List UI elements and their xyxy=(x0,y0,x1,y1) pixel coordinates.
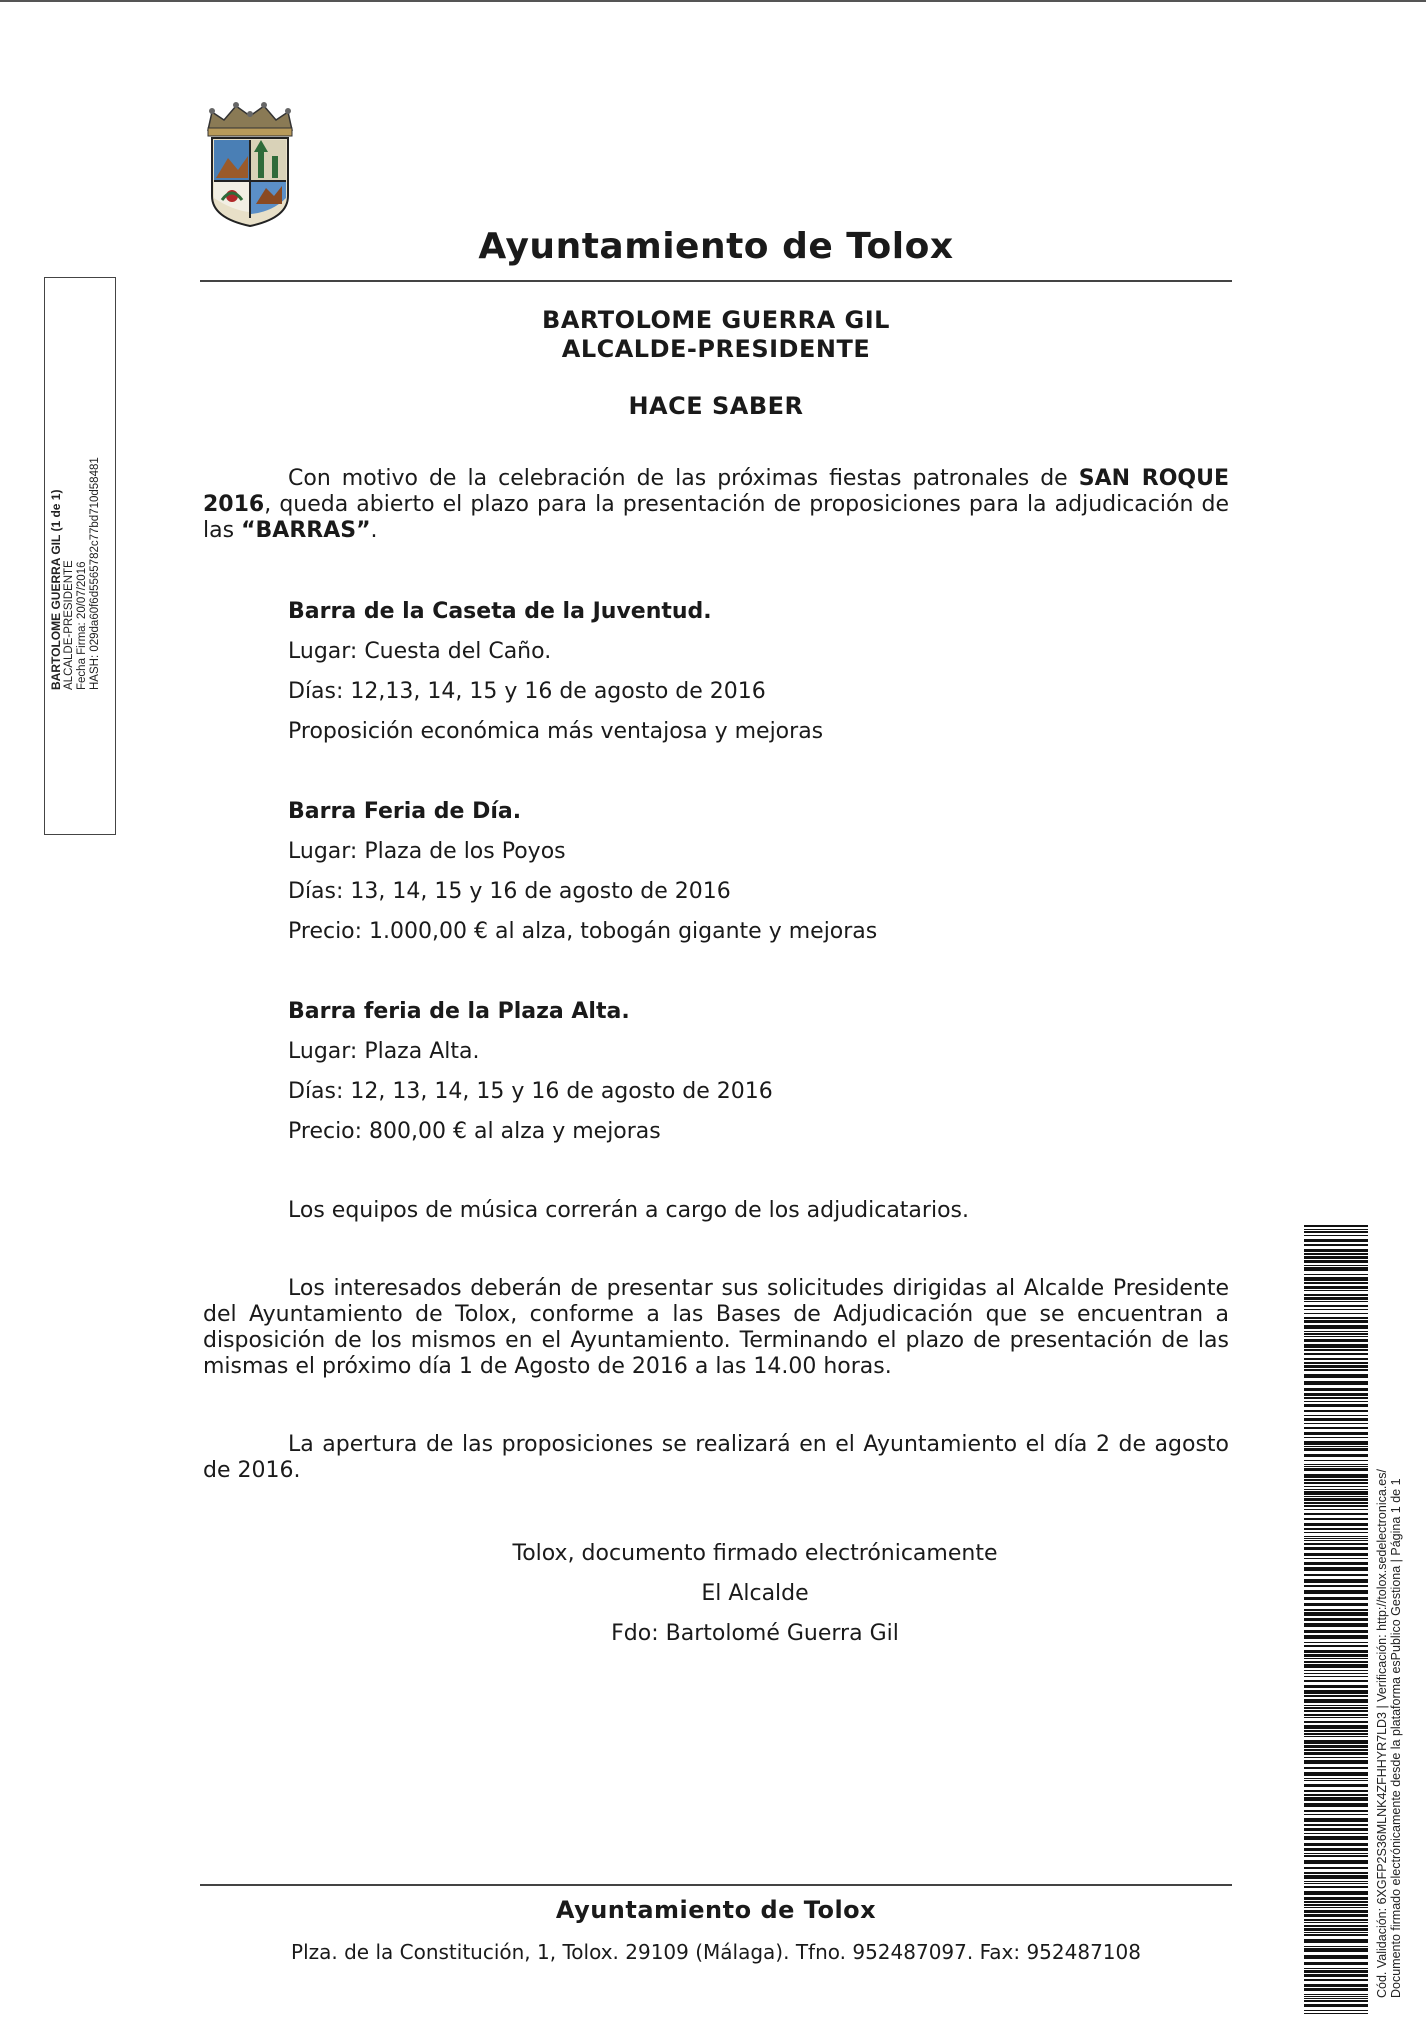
lot-price: Precio: 1.000,00 € al alza, tobogán gigante y mejoras xyxy=(288,919,878,944)
stamp-hash: HASH: 029da60f6d5565782c77bd710d58481 xyxy=(89,457,101,690)
page-title: Ayuntamiento de Tolox xyxy=(478,226,954,267)
signer-role: ALCALDE-PRESIDENTE xyxy=(561,335,871,363)
intro-paragraph xyxy=(203,466,1229,544)
intro-event: SAN ROQUE 2016 xyxy=(203,466,1229,517)
header-divider xyxy=(200,280,1232,282)
signoff-title: El Alcalde xyxy=(701,1581,809,1606)
lot-item xyxy=(288,792,1228,952)
lot-name: Barra de la Caseta de la Juventud. xyxy=(288,599,712,624)
lot-item xyxy=(288,992,1228,1152)
opening-paragraph: La apertura de las proposiciones se realizará en el Ayuntamiento el día 2 de agosto de 2016. xyxy=(203,1432,1229,1483)
stamp-role: ALCALDE-PRESIDENTE xyxy=(63,560,75,690)
stamp-signer: BARTOLOME GUERRA GIL (1 de 1) xyxy=(49,489,63,690)
signoff-signature: Fdo: Bartolomé Guerra Gil xyxy=(611,1621,899,1646)
signature-stamp xyxy=(50,390,102,690)
validation-platform: Documento firmado electrónicamente desde la plataforma esPublico Gestiona | Página 1 de 1 xyxy=(1389,1478,1403,1998)
lot-days: Días: 13, 14, 15 y 16 de agosto de 2016 xyxy=(288,879,731,904)
lot-item xyxy=(288,592,1228,752)
barcode-icon xyxy=(1304,1225,1368,2015)
signer-block xyxy=(200,306,1232,364)
footer-address: Plza. de la Constitución, 1, Tolox. 29109 (Málaga). Tfno. 952487097. Fax: 952487108 xyxy=(291,1940,1141,1964)
lot-price: Precio: 800,00 € al alza y mejoras xyxy=(288,1119,661,1144)
lot-days: Días: 12,13, 14, 15 y 16 de agosto de 2016 xyxy=(288,679,766,704)
footer-title: Ayuntamiento de Tolox xyxy=(555,1896,877,1924)
tolox-coat-of-arms-icon xyxy=(202,100,298,228)
lot-place: Lugar: Cuesta del Caño. xyxy=(288,639,552,664)
signoff-place: Tolox, documento firmado electrónicamente xyxy=(512,1541,998,1566)
lot-price: Proposición económica más ventajosa y mejoras xyxy=(288,719,824,744)
lot-place: Lugar: Plaza de los Poyos xyxy=(288,839,566,864)
validation-code: Cód. Validación: 6XGFP2S36MLNK4ZFHHYR7LD3 | Verificación: http://tolox.sedelectronica.es/ xyxy=(1375,1469,1389,1998)
lot-days: Días: 12, 13, 14, 15 y 16 de agosto de 2016 xyxy=(288,1079,773,1104)
intro-text-before: Con motivo de la celebración de las próximas fiestas patronales de xyxy=(288,466,1079,491)
lot-place: Lugar: Plaza Alta. xyxy=(288,1039,480,1064)
footer-divider xyxy=(200,1884,1232,1886)
stamp-date: Fecha Firma: 20/07/2016 xyxy=(76,561,88,690)
lot-name: Barra Feria de Día. xyxy=(288,799,522,824)
intro-text-end: . xyxy=(370,518,378,543)
equipment-paragraph: Los equipos de música correrán a cargo de los adjudicatarios. xyxy=(288,1198,969,1223)
intro-text-middle: , queda abierto el plazo para la presentación de proposiciones para la adjudicación de las xyxy=(203,492,1229,543)
signer-name: BARTOLOME GUERRA GIL xyxy=(542,306,890,334)
signoff-block xyxy=(400,1534,1110,1654)
lot-name: Barra feria de la Plaza Alta. xyxy=(288,999,630,1024)
interested-paragraph: Los interesados deberán de presentar sus solicitudes dirigidas al Alcalde Presidente del Ayuntamiento de Tolox, conforme a las Bases de Adjudicación que se encuentran a disposición de los mismos en el Ayuntamiento. Terminando el plazo de presentación de las mismas el próximo día 1 de Agosto de 2016 a las 14.00 horas. xyxy=(203,1276,1229,1379)
intro-item: “BARRAS” xyxy=(241,518,371,543)
announcement-heading: HACE SABER xyxy=(628,392,804,420)
page-top-border xyxy=(0,0,1426,2)
validation-text xyxy=(1375,1298,1403,1998)
